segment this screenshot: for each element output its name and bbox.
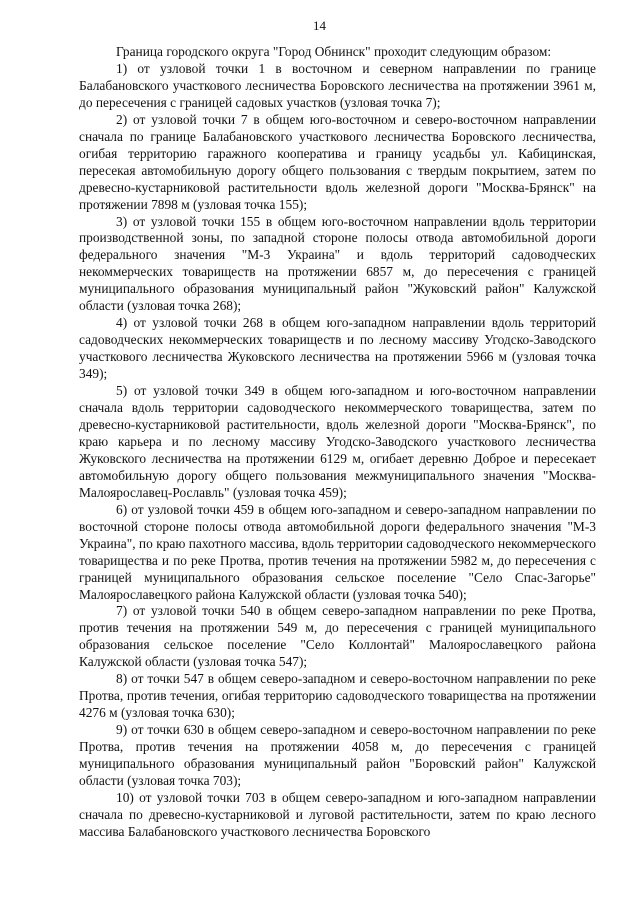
paragraph-7: 7) от узловой точки 540 в общем северо-западном направлении по реке Протва, против течения на протяжении 549 м, до пересечения с границей муниципального образования сельское поселение "Село Коллонтай" Малоярославецкого района Калужской области (узловая точка 547); bbox=[79, 603, 596, 670]
paragraph-1: 1) от узловой точки 1 в восточном и северном направлении по границе Балабановского участкового лесничества Боровского лесничества на протяжении 3961 м, до пересечения с границей садовых участков (узловая точка 7); bbox=[79, 60, 596, 110]
paragraph-5: 5) от узловой точки 349 в общем юго-западном и юго-восточном направлении сначала вдоль территории садоводческого некоммерческого товарищества, затем по древесно-кустарниковой растительности, вдоль железной дороги "Москва-Брянск", по краю карьера и по лесному массиву Угодско-Заводского участкового лесничества Жуковского лесничества на протяжении 6129 м, огибает деревню Доброе и пересекает автомобильную дорогу общего пользования межмуниципального значения "Москва-Малоярославец-Рославль" (узловая точка 459); bbox=[79, 383, 596, 500]
paragraph-4: 4) от узловой точки 268 в общем юго-западном направлении вдоль территорий садоводческих некоммерческих товариществ и по лесному массиву Угодско-Заводского участкового лесничества Жуковского лесничества на протяжении 5966 м (узловая точка 349); bbox=[79, 315, 596, 382]
paragraph-10: 10) от узловой точки 703 в общем северо-западном и юго-западном направлении сначала по древесно-кустарниковой и луговой растительности, затем по краю лесного массива Балабановского участкового лесничества Боровского bbox=[79, 789, 596, 839]
paragraph-2: 2) от узловой точки 7 в общем юго-восточном и северо-восточном направлении сначала по границе Балабановского участкового лесничества Боровского лесничества, огибая территорию гаражного кооператива и границу усадьбы ул. Кабицинская, пересекая автомобильную дорогу общего пользования с твердым покрытием, затем по древесно-кустарниковой растительности вдоль железной дороги "Москва-Брянск" на протяжении 7898 м (узловая точка 155); bbox=[79, 111, 596, 212]
paragraph-6: 6) от узловой точки 459 в общем юго-западном и северо-западном направлении по восточной стороне полосы отвода автомобильной дороги федерального значения "М-3 Украина", по краю пахотного массива, вдоль территории садоводческого некоммерческого товарищества и по реке Протва, против течения на протяжении 5982 м, до пересечения с границей муниципального образования сельское поселение "Село Спас-Загорье" Малоярославецкого района Калужской области (узловая точка 540); bbox=[79, 501, 596, 602]
paragraph-8: 8) от точки 547 в общем северо-западном и северо-восточном направлении по реке Протва, против течения, огибая территорию садоводческого товарищества на протяжении 4276 м (узловая точка 630); bbox=[79, 671, 596, 721]
page-number: 14 bbox=[313, 18, 326, 33]
document-body bbox=[79, 44, 596, 841]
paragraph-9: 9) от точки 630 в общем северо-западном и северо-восточном направлении по реке Протва, против течения на протяжении 4058 м, до пересечения с границей муниципального образования муниципальный район "Боровский район" Калужской области (узловая точка 703); bbox=[79, 722, 596, 788]
paragraph-3: 3) от узловой точки 155 в общем юго-восточном направлении вдоль территории производственной зоны, по западной стороне полосы отвода автомобильной дороги федерального значения "М-3 Украина" и вдоль территорий садоводческих некоммерческих товариществ на протяжении 6857 м, до пересечения с границей муниципального образования муниципальный район "Жуковский район" Калужской области (узловая точка 268); bbox=[79, 213, 596, 314]
paragraph-intro: Граница городского округа "Город Обнинск" проходит следующим образом: bbox=[116, 44, 552, 59]
